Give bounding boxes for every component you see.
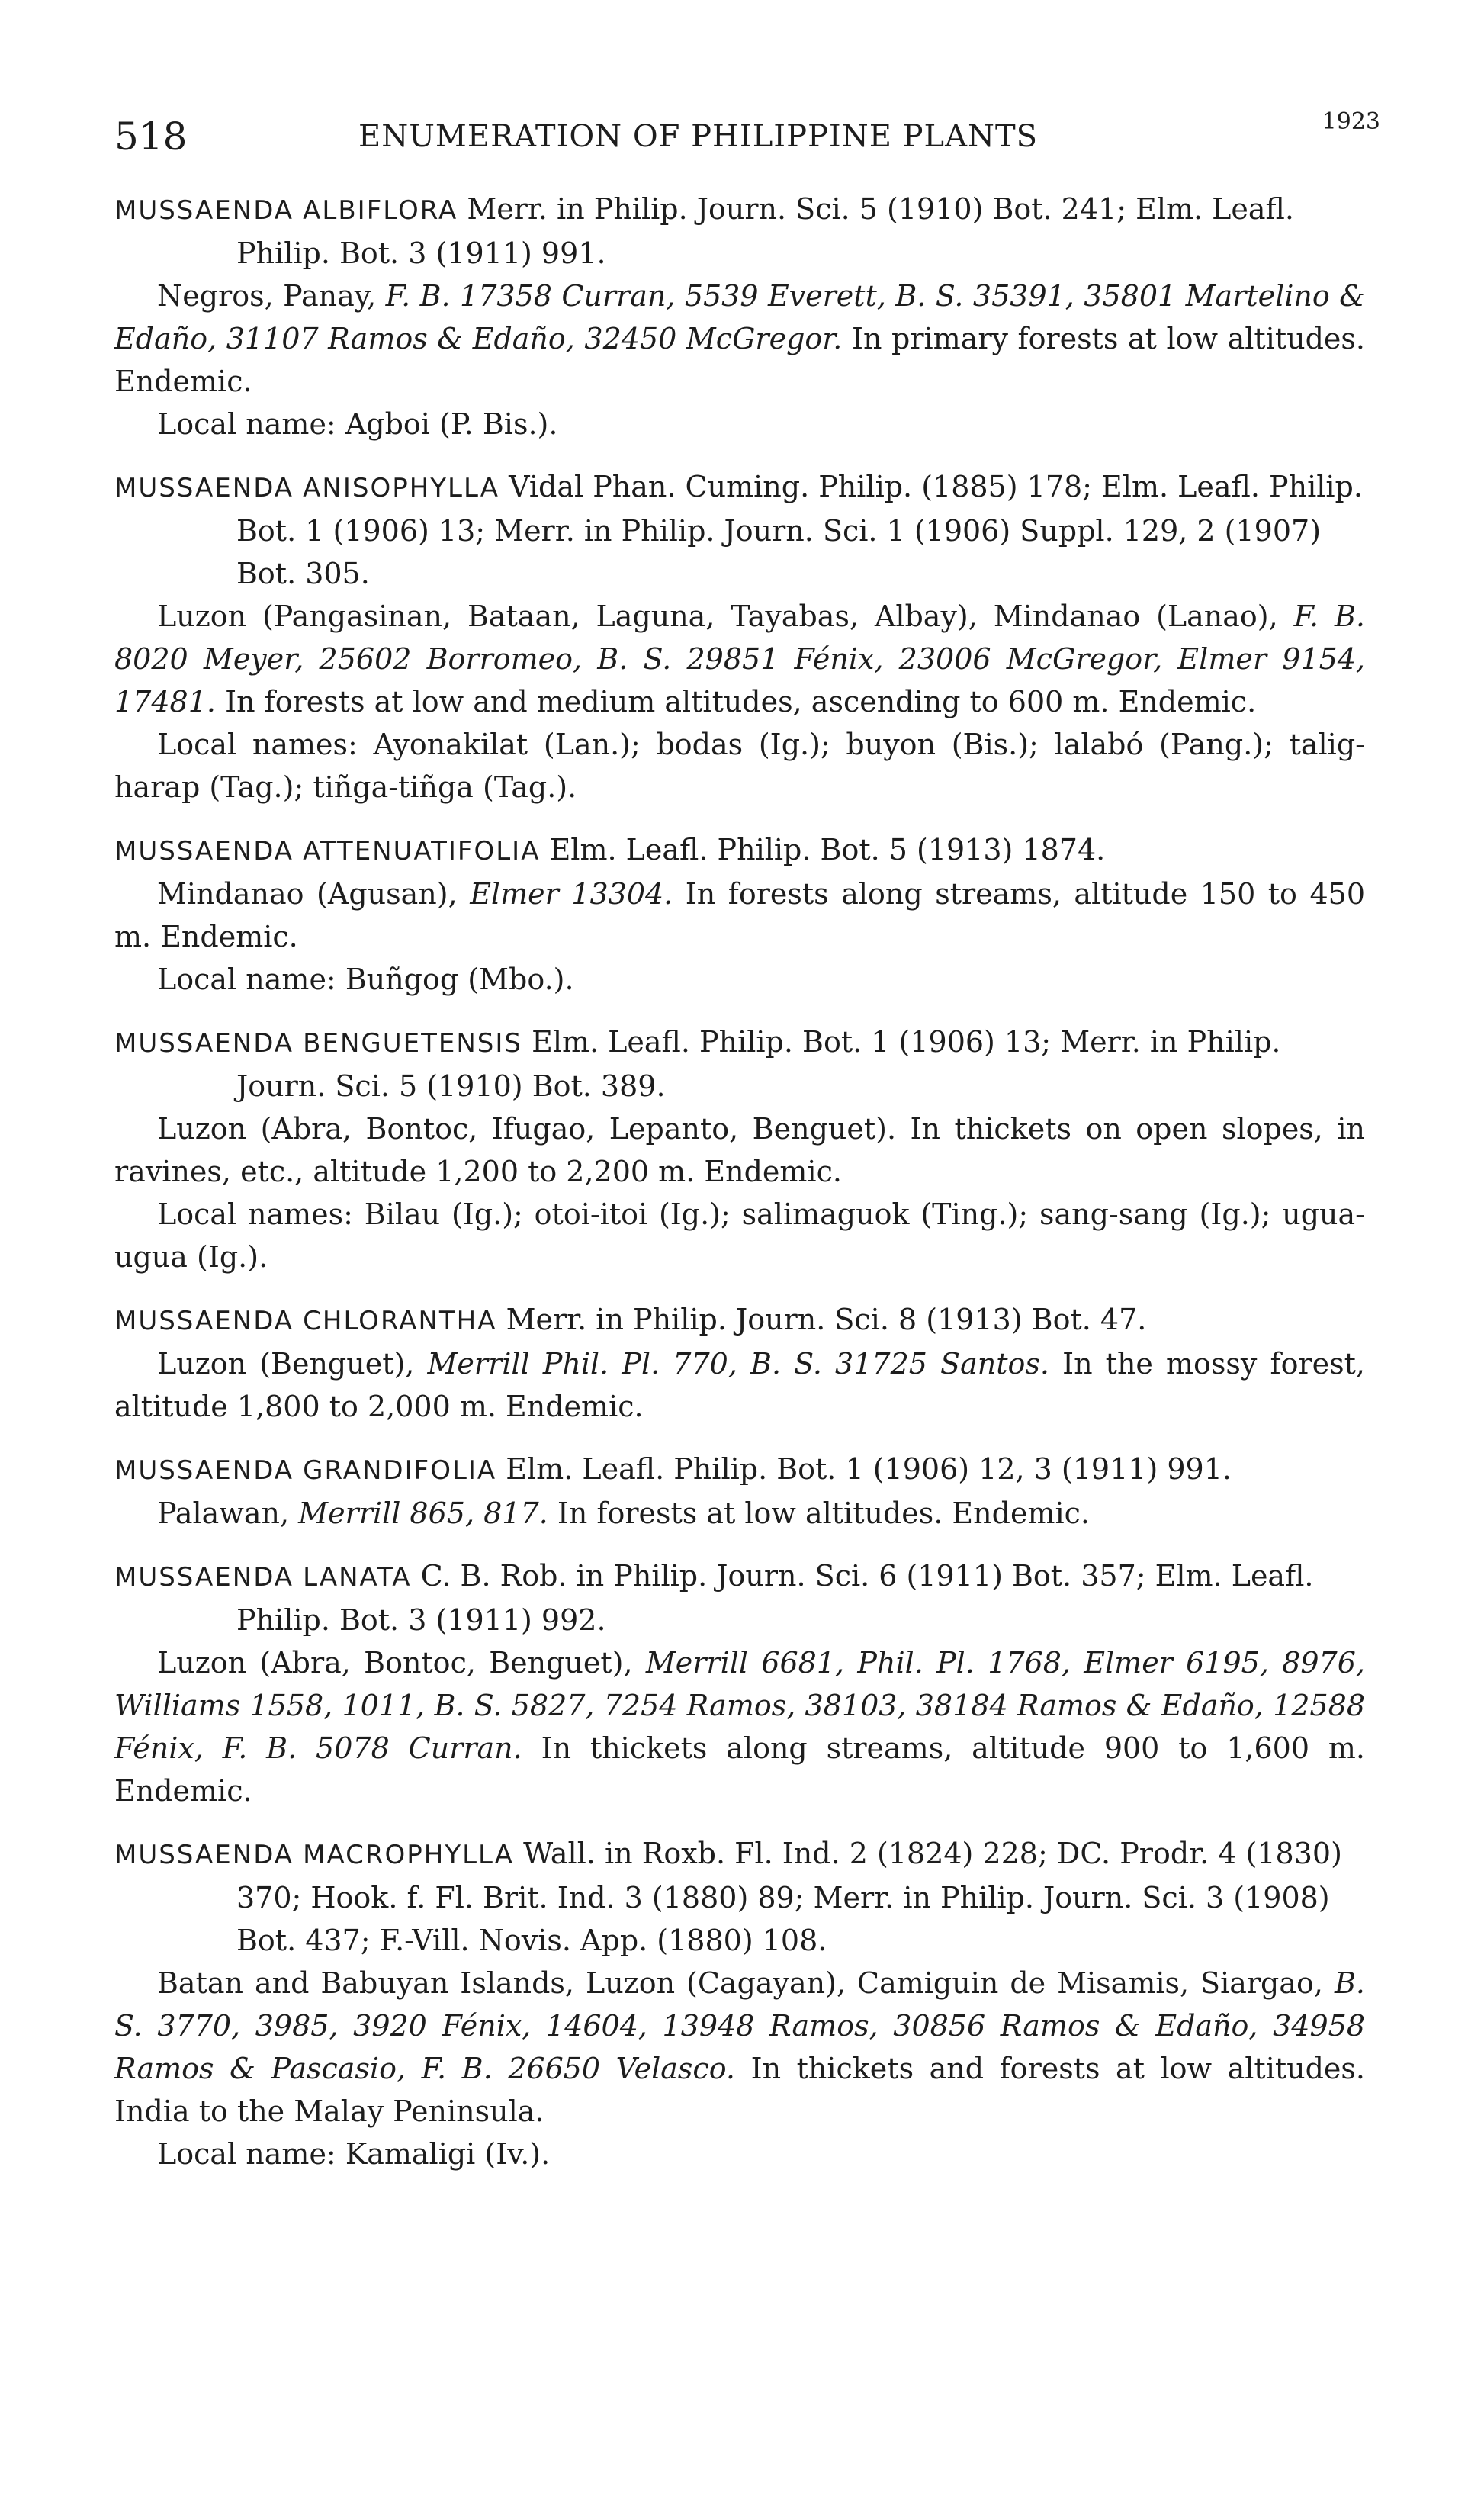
citation: Merr. in Philip. Journ. Sci. 8 (1913) Bot. 47. bbox=[506, 1303, 1147, 1336]
specimen-list: Elmer 13304. bbox=[470, 877, 673, 911]
species-entry bbox=[114, 1021, 1365, 1278]
species-entry bbox=[114, 465, 1365, 808]
entry-heading bbox=[114, 1021, 1365, 1107]
page-number: 518 bbox=[114, 114, 188, 159]
distribution-lead: Mindanao (Agusan), bbox=[157, 877, 458, 911]
distribution-paragraph bbox=[114, 1342, 1365, 1428]
species-name: CHLORANTHA bbox=[303, 1306, 497, 1336]
running-title: ENUMERATION OF PHILIPPINE PLANTS bbox=[358, 119, 1039, 154]
species-entries bbox=[114, 188, 1365, 2175]
distribution-paragraph bbox=[114, 1641, 1365, 1812]
document-page bbox=[114, 108, 1380, 2175]
page-header bbox=[114, 108, 1380, 168]
local-names: Local name: Buñgog (Mbo.). bbox=[157, 963, 574, 996]
distribution-tail: In primary forests at low altitudes. Endemic. bbox=[114, 322, 1365, 398]
species-name: BENGUETENSIS bbox=[303, 1028, 522, 1059]
citation: Vidal Phan. Cuming. Philip. (1885) 178; Elm. Leafl. Philip. Bot. 1 (1906) 13; Merr. in Philip. Journ. Sci. 1 (1906) Suppl. 129, 2 (1907) Bot. 305. bbox=[236, 470, 1363, 590]
entry-heading bbox=[114, 188, 1365, 275]
distribution-paragraph bbox=[114, 275, 1365, 403]
citation: Elm. Leafl. Philip. Bot. 1 (1906) 12, 3 (1911) 991. bbox=[506, 1452, 1232, 1486]
species-name: GRANDIFOLIA bbox=[303, 1455, 497, 1486]
species-entry bbox=[114, 1298, 1365, 1428]
species-name: ALBIFLORA bbox=[303, 195, 458, 226]
local-names: Local names: Bilau (Ig.); otoi-itoi (Ig.); salimaguok (Ting.); sang-sang (Ig.); ugua-ugua (Ig.). bbox=[114, 1197, 1365, 1274]
distribution-tail: In forests at low and medium altitudes, ascending to 600 m. Endemic. bbox=[225, 685, 1257, 718]
distribution-tail: In forests along streams, altitude 150 to 450 m. Endemic. bbox=[114, 877, 1365, 953]
distribution-paragraph bbox=[114, 1492, 1365, 1535]
entry-heading bbox=[114, 1554, 1365, 1641]
species-name: ANISOPHYLLA bbox=[303, 473, 499, 503]
local-names: Local name: Kamaligi (Iv.). bbox=[157, 2137, 551, 2171]
entry-heading bbox=[114, 1298, 1365, 1342]
genus-name: MUSSAENDA bbox=[114, 1028, 294, 1059]
species-entry bbox=[114, 188, 1365, 445]
species-name: MACROPHYLLA bbox=[303, 1840, 515, 1870]
species-entry bbox=[114, 1554, 1365, 1812]
distribution-tail: In thickets along streams, altitude 900 to 1,600 m. Endemic. bbox=[114, 1731, 1365, 1808]
distribution-lead: Batan and Babuyan Islands, Luzon (Cagayan), Camiguin de Misamis, Siargao, bbox=[157, 1966, 1323, 2000]
entry-heading bbox=[114, 828, 1365, 873]
species-name: LANATA bbox=[303, 1562, 412, 1593]
distribution-tail: In thickets and forests at low altitudes. India to the Malay Peninsula. bbox=[114, 2052, 1365, 2128]
genus-name: MUSSAENDA bbox=[114, 1840, 294, 1870]
distribution-paragraph bbox=[114, 595, 1365, 723]
species-entry bbox=[114, 1448, 1365, 1535]
species-name: ATTENUATIFOLIA bbox=[303, 836, 541, 866]
citation: Merr. in Philip. Journ. Sci. 5 (1910) Bot. 241; Elm. Leafl. Philip. Bot. 3 (1911) 991. bbox=[236, 192, 1294, 270]
specimen-list: F. B. 17358 Curran, 5539 Everett, B. S. 35391, 35801 Martelino & Edaño, 31107 Ramos & Edaño, 32450 McGregor. bbox=[114, 279, 1365, 355]
distribution-tail: In the mossy forest, altitude 1,800 to 2,000 m. Endemic. bbox=[114, 1347, 1365, 1423]
specimen-list: B. S. 3770, 3985, 3920 Fénix, 14604, 13948 Ramos, 30856 Ramos & Edaño, 34958 Ramos & Pascasio, F. B. 26650 Velasco. bbox=[114, 1966, 1365, 2085]
distribution-paragraph bbox=[114, 873, 1365, 958]
distribution-tail: In thickets on open slopes, in ravines, etc., altitude 1,200 to 2,200 m. Endemic. bbox=[114, 1112, 1366, 1188]
genus-name: MUSSAENDA bbox=[114, 1455, 294, 1486]
specimen-list: Merrill Phil. Pl. 770, B. S. 31725 Santos. bbox=[427, 1347, 1049, 1381]
distribution-paragraph bbox=[114, 1962, 1365, 2133]
specimen-list: F. B. 8020 Meyer, 25602 Borromeo, B. S. 29851 Fénix, 23006 McGregor, Elmer 9154, 17481. bbox=[114, 600, 1365, 718]
local-names: Local names: Ayonakilat (Lan.); bodas (Ig.); buyon (Bis.); lalabó (Pang.); talig-harap (Tag.); tiñga-tiñga (Tag.). bbox=[114, 728, 1365, 804]
citation: C. B. Rob. in Philip. Journ. Sci. 6 (1911) Bot. 357; Elm. Leafl. Philip. Bot. 3 (1911) 992. bbox=[236, 1559, 1314, 1637]
citation: Elm. Leafl. Philip. Bot. 5 (1913) 1874. bbox=[549, 833, 1106, 866]
genus-name: MUSSAENDA bbox=[114, 1306, 294, 1336]
distribution-tail: In forests at low altitudes. Endemic. bbox=[557, 1496, 1091, 1530]
genus-name: MUSSAENDA bbox=[114, 473, 294, 503]
entry-heading bbox=[114, 465, 1365, 595]
citation: Wall. in Roxb. Fl. Ind. 2 (1824) 228; DC. Prodr. 4 (1830) 370; Hook. f. Fl. Brit. Ind. 3 (1880) 89; Merr. in Philip. Journ. Sci. 3 (1908) Bot. 437; F.-Vill. Novis. App. (1880) 108. bbox=[236, 1837, 1342, 1957]
year-label: 1923 bbox=[1322, 108, 1380, 135]
entry-heading bbox=[114, 1448, 1365, 1492]
distribution-paragraph bbox=[114, 1107, 1365, 1193]
specimen-list: Merrill 6681, Phil. Pl. 1768, Elmer 6195, 8976, Williams 1558, 1011, B. S. 5827, 7254 Ramos, 38103, 38184 Ramos & Edaño, 12588 Fénix, F. B. 5078 Curran. bbox=[114, 1646, 1365, 1765]
genus-name: MUSSAENDA bbox=[114, 836, 294, 866]
distribution-lead: Luzon (Abra, Bontoc, Benguet), bbox=[157, 1646, 633, 1680]
genus-name: MUSSAENDA bbox=[114, 1562, 294, 1593]
distribution-lead: Luzon (Abra, Bontoc, Ifugao, Lepanto, Benguet). bbox=[157, 1112, 897, 1146]
entry-heading bbox=[114, 1832, 1365, 1962]
distribution-lead: Negros, Panay, bbox=[157, 279, 377, 313]
species-entry bbox=[114, 1832, 1365, 2175]
species-entry bbox=[114, 828, 1365, 1001]
distribution-lead: Luzon (Benguet), bbox=[157, 1347, 415, 1381]
distribution-lead: Luzon (Pangasinan, Bataan, Laguna, Tayabas, Albay), Mindanao (Lanao), bbox=[157, 600, 1278, 633]
specimen-list: Merrill 865, 817. bbox=[298, 1496, 548, 1530]
genus-name: MUSSAENDA bbox=[114, 195, 294, 226]
citation: Elm. Leafl. Philip. Bot. 1 (1906) 13; Merr. in Philip. Journ. Sci. 5 (1910) Bot. 389. bbox=[236, 1025, 1281, 1103]
distribution-lead: Palawan, bbox=[157, 1496, 290, 1530]
local-names: Local name: Agboi (P. Bis.). bbox=[157, 407, 558, 441]
